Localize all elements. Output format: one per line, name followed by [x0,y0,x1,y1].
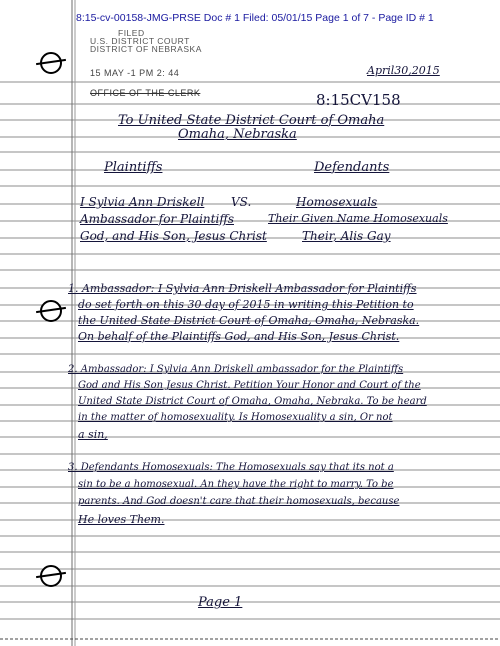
court-address-line-2: Omaha, Nebraska [178,127,297,142]
paragraph-2-line-4: in the matter of homosexuality. Is Homosexuality a sin, Or not [78,412,393,423]
paragraph-2-line-5: a sin, [78,428,108,441]
defendant-alias: Their Given Name Homosexuals [268,212,448,225]
paragraph-1-line-4: On behalf of the Plaintiffs God, and His Son, Jesus Christ. [78,330,400,343]
paragraph-2-line-3: United State District Court of Omaha, Omaha, Nebraka. To be heard [78,396,427,407]
stamp-filed: FILED [118,28,145,38]
defendants-heading: Defendants [314,160,390,175]
stamp-district: DISTRICT OF NEBRASKA [90,44,202,54]
plaintiff-name: I Sylvia Ann Driskell [80,195,205,209]
stamp-court: U.S. DISTRICT COURT [90,36,190,46]
defendant-alias-2: Their, Alis Gay [302,229,391,243]
paragraph-1-line-3: the United State District Court of Omaha, Omaha, Nebraska. [78,314,420,327]
handwritten-date: April30,2015 [367,64,440,77]
paragraph-3-line-2: sin to be a homosexual. An they have the right to marry. To be [78,479,394,490]
stamp-received: 15 MAY -1 PM 2: 44 [90,68,180,78]
plaintiff-role: Ambassador for Plaintiffs [80,212,234,226]
stamp-office: OFFICE OF THE CLERK [90,88,201,98]
versus-label: VS. [231,195,252,209]
paragraph-3-line-4: He loves Them. [78,513,165,526]
binder-hole-icon [40,565,62,587]
paragraph-3-line-1: 3. Defendants Homosexuals: The Homosexuals say that its not a [68,462,394,473]
paragraph-1-line-1: 1. Ambassador: I Sylvia Ann Driskell Ambassador for Plaintiffs [68,282,417,295]
binder-hole-icon [40,52,62,74]
paragraph-2-line-1: 2. Ambassador: I Sylvia Ann Driskell ambassador for the Plaintiffs [68,364,404,375]
plaintiffs-heading: Plaintiffs [104,160,163,175]
paragraph-2-line-2: God and His Son Jesus Christ. Petition Your Honor and Court of the [78,380,421,391]
court-address-line-1: To United State District Court of Omaha [118,113,385,128]
binder-hole-icon [40,300,62,322]
plaintiff-parties: God, and His Son, Jesus Christ [80,229,267,243]
defendant-name: Homosexuals [296,195,378,209]
page-footer: Page 1 [198,595,243,610]
paragraph-3-line-3: parents. And God doesn't care that their homosexuals, because [78,496,400,507]
paragraph-1-line-2: do set forth on this 30 day of 2015 in writing this Petition to [78,298,414,311]
filing-header: 8:15-cv-00158-JMG-PRSE Doc # 1 Filed: 05/01/15 Page 1 of 7 - Page ID # 1 [76,12,434,24]
case-number: 8:15CV158 [316,91,401,109]
